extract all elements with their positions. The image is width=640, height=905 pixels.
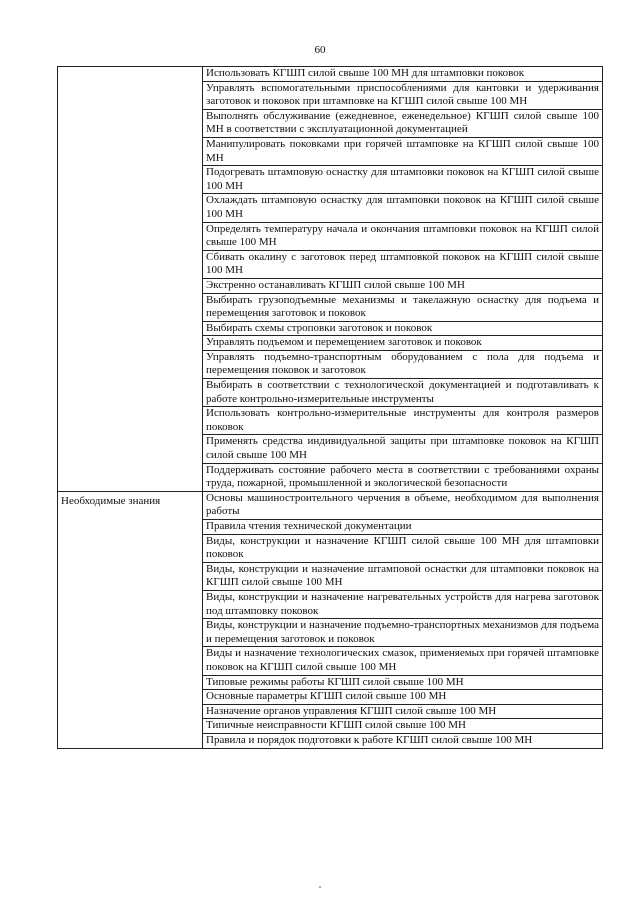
skills-item: Управлять подъемно-транспортным оборудованием с пола для подъема и перемещения поковок и заготовок bbox=[203, 350, 603, 378]
skills-item: Использовать контрольно-измерительные инструменты для контроля размеров поковок bbox=[203, 407, 603, 435]
knowledge-item: Назначение органов управления КГШП силой свыше 100 МН bbox=[203, 704, 603, 719]
skills-item: Управлять подъемом и перемещением заготовок и поковок bbox=[203, 336, 603, 351]
skills-item: Охлаждать штамповую оснастку для штамповки поковок на КГШП силой свыше 100 МН bbox=[203, 194, 603, 222]
knowledge-item: Типичные неисправности КГШП силой свыше 100 МН bbox=[203, 719, 603, 734]
knowledge-item: Виды, конструкции и назначение подъемно-транспортных механизмов для подъема и перемещения заготовок и поковок bbox=[203, 619, 603, 647]
skills-item: Подогревать штамповую оснастку для штамповки поковок на КГШП силой свыше 100 МН bbox=[203, 166, 603, 194]
skills-row bbox=[58, 67, 603, 82]
requirements-table bbox=[57, 66, 603, 749]
skills-item: Манипулировать поковками при горячей штамповке на КГШП силой свыше 100 МН bbox=[203, 137, 603, 165]
knowledge-item: Правила и порядок подготовки к работе КГШП силой свыше 100 МН bbox=[203, 733, 603, 748]
skills-item: Управлять вспомогательными приспособлениями для кантовки и удерживания заготовок и поковок при штамповке на КГШП силой свыше 100 МН bbox=[203, 81, 603, 109]
skills-item: Использовать КГШП силой свыше 100 МН для штамповки поковок bbox=[203, 67, 603, 82]
skills-item: Выбирать схемы строповки заготовок и поковок bbox=[203, 321, 603, 336]
knowledge-item: Основы машиностроительного черчения в объеме, необходимом для выполнения работы bbox=[203, 491, 603, 519]
skills-item: Экстренно останавливать КГШП силой свыше 100 МН bbox=[203, 278, 603, 293]
scan-speck bbox=[319, 886, 321, 888]
knowledge-item: Виды, конструкции и назначение КГШП силой свыше 100 МН для штамповки поковок bbox=[203, 534, 603, 562]
skills-section-label bbox=[61, 67, 199, 70]
skills-item: Определять температуру начала и окончания штамповки поковок на КГШП силой свыше 100 МН bbox=[203, 222, 603, 250]
knowledge-item: Основные параметры КГШП силой свыше 100 МН bbox=[203, 690, 603, 705]
knowledge-section-label: Необходимые знания bbox=[61, 494, 161, 507]
knowledge-item: Виды, конструкции и назначение штамповой оснастки для штамповки поковок на КГШП силой свыше 100 МН bbox=[203, 562, 603, 590]
skills-item: Применять средства индивидуальной защиты при штамповке поковок на КГШП силой свыше 100 МН bbox=[203, 435, 603, 463]
page-number: 60 bbox=[314, 44, 326, 56]
knowledge-section-label-cell bbox=[58, 491, 203, 748]
knowledge-item: Типовые режимы работы КГШП силой свыше 100 МН bbox=[203, 675, 603, 690]
knowledge-item: Виды и назначение технологических смазок, применяемых при горячей штамповке поковок на КГШП силой свыше 100 МН bbox=[203, 647, 603, 675]
requirements-table-body bbox=[58, 67, 603, 749]
skills-item: Выбирать грузоподъемные механизмы и такелажную оснастку для подъема и перемещения заготовок и поковок bbox=[203, 293, 603, 321]
knowledge-item: Виды, конструкции и назначение нагревательных устройств для нагрева заготовок под штамповку поковок bbox=[203, 590, 603, 618]
skills-item: Выполнять обслуживание (ежедневное, еженедельное) КГШП силой свыше 100 МН в соответствии с эксплуатационной документацией bbox=[203, 109, 603, 137]
skills-item: Поддерживать состояние рабочего места в соответствии с требованиями охраны труда, пожарной, промышленной и экологической безопасности bbox=[203, 463, 603, 491]
knowledge-item: Правила чтения технической документации bbox=[203, 520, 603, 535]
skills-item: Сбивать окалину с заготовок перед штамповкой поковок на КГШП силой свыше 100 МН bbox=[203, 250, 603, 278]
skills-section-label-cell bbox=[58, 67, 203, 492]
knowledge-row bbox=[58, 491, 603, 519]
skills-item: Выбирать в соответствии с технологической документацией и подготавливать к работе контрольно-измерительные инструменты bbox=[203, 379, 603, 407]
